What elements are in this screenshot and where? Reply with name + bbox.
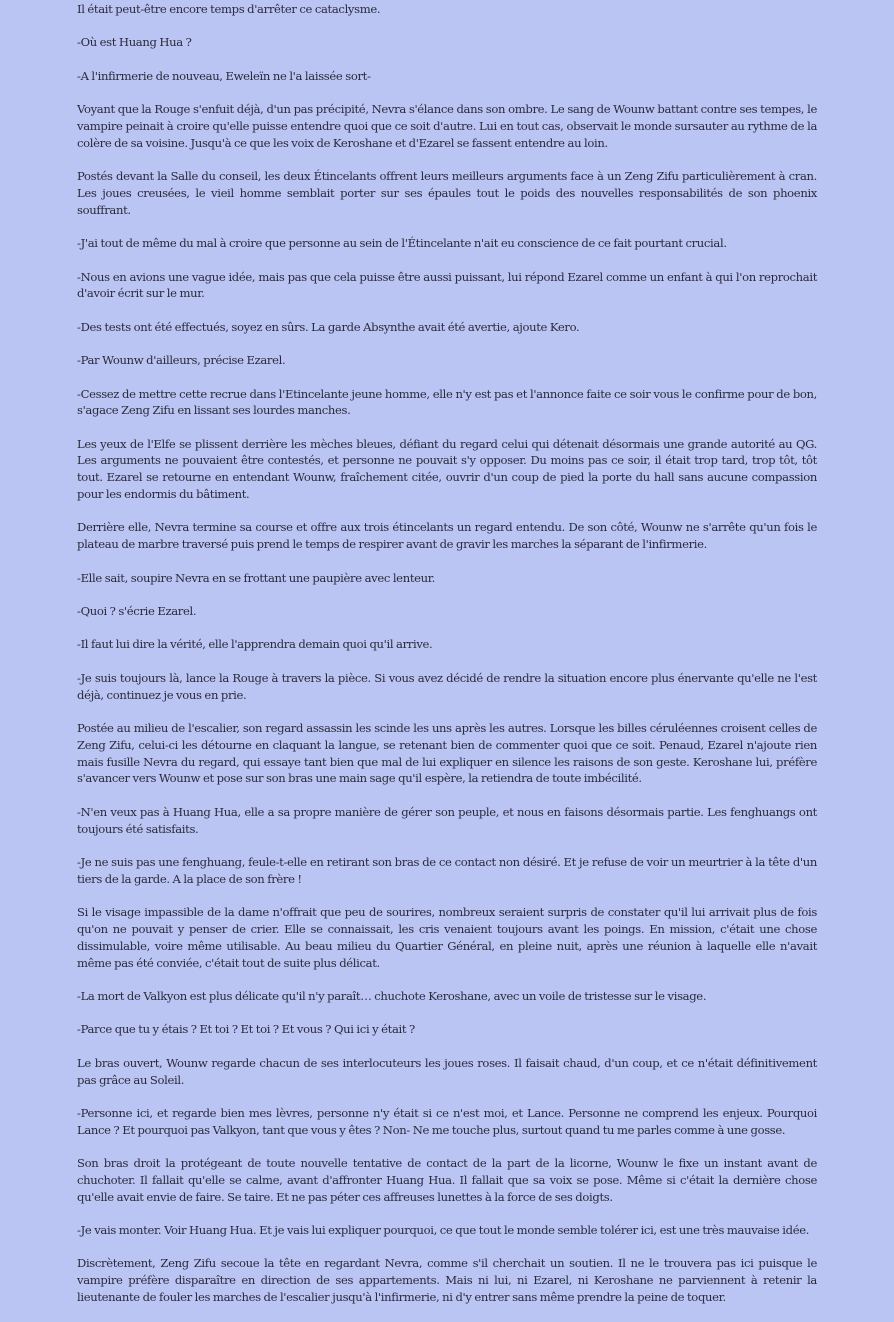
paragraph: -La mort de Valkyon est plus délicate qu'il n'y paraît… chuchote Keroshane, avec un voile de tristesse sur le visage. [77, 988, 707, 1003]
paragraph: -Par Wounw d'ailleurs, précise Ezarel. [77, 353, 286, 368]
paragraph: Postés devant la Salle du conseil, les deux Étincelants offrent leurs meilleurs arguments face à un Zeng Zifu particulièrement à cran. Les joues creusées, le vieil homme semblait porter sur ses épaules tout le poids des nouvelles responsabilités de son phoenix souffrant. [77, 169, 817, 217]
paragraph: Le bras ouvert, Wounw regarde chacun de ses interlocuteurs les joues roses. Il faisait chaud, d'un coup, et ce n'était définitivement pas grâce au Soleil. [77, 1055, 817, 1087]
paragraph: -Cessez de mettre cette recrue dans l'Etincelante jeune homme, elle n'y est pas et l'annonce faite ce soir vous le confirme pour de bon, s'agace Zeng Zifu en lissant ses lourdes manches. [77, 386, 817, 418]
paragraph: -Des tests ont été effectués, soyez en sûrs. La garde Absynthe avait été avertie, ajoute Kero. [77, 319, 580, 334]
paragraph: Les yeux de l'Elfe se plissent derrière les mèches bleues, défiant du regard celui qui détenait désormais une grande autorité au QG. Les arguments ne pouvaient être contestés, et personne ne pouvait s'y opposer. Du moins pas ce soir, il était trop tard, trop tôt, tôt tout. Ezarel se retourne en entendant Wounw, fraîchement citée, ouvrir d'un coup de pied la porte du hall sans aucune compassion pour les endormis du bâtiment. [77, 436, 817, 502]
paragraph: Discrètement, Zeng Zifu secoue la tête en regardant Nevra, comme s'il cherchait un soutien. Il ne le trouvera pas ici puisque le vampire préfère disparaître en direction de ses appartements. Mais ni lui, ni Ezarel, ni Keroshane ne parviennent à retenir la lieutenante de fouler les marches de l'escalier jusqu'à l'infirmerie, ni d'y entrer sans même prendre la peine de toquer. [77, 1256, 817, 1305]
paragraph: -J'ai tout de même du mal à croire que personne au sein de l'Étincelante n'ait eu conscience de ce fait pourtant crucial. [77, 236, 727, 251]
paragraph: -Où est Huang Hua ? [77, 35, 192, 50]
paragraph: -Il faut lui dire la vérité, elle l'apprendra demain quoi qu'il arrive. [77, 637, 433, 652]
paragraph: -Nous en avions une vague idée, mais pas que cela puisse être aussi puissant, lui répond Ezarel comme un enfant à qui l'on reprochait d'avoir écrit sur le mur. [77, 269, 817, 301]
paragraph: Postée au milieu de l'escalier, son regard assassin les scinde les uns après les autres. Lorsque les billes céruléennes croisent celles de Zeng Zifu, celui-ci les détourne en claquant la langue, se retenant bien de commenter quoi que ce soit. Penaud, Ezarel n'ajoute rien mais fusille Nevra du regard, qui essaye tant bien que mal de lui expliquer en silence les raisons de son geste. Keroshane lui, préfère s'avancer vers Wounw et pose sur son bras une main sage qu'il espère, la retiendra de toute imbécilité. [77, 721, 817, 786]
paragraph: -A l'infirmerie de nouveau, Eweleïn ne l'a laissée sort- [77, 68, 371, 83]
paragraph: -Je suis toujours là, lance la Rouge à travers la pièce. Si vous avez décidé de rendre la situation encore plus énervante qu'elle ne l'est déjà, continuez je vous en prie. [77, 670, 817, 702]
paragraph: -Parce que tu y étais ? Et toi ? Et toi ? Et vous ? Qui ici y était ? [77, 1022, 415, 1037]
paragraph: Son bras droit la protégeant de toute nouvelle tentative de contact de la part de la licorne, Wounw le fixe un instant avant de chuchoter. Il fallait qu'elle se calme, avant d'affronter Huang Hua. Il fallait que sa voix se pose. Même si c'était la dernière chose qu'elle avait envie de faire. Se taire. Et ne pas péter ces affreuses lunettes à la force de ses doigts. [77, 1156, 817, 1204]
paragraph: -Elle sait, soupire Nevra en se frottant une paupière avec lenteur. [77, 570, 436, 585]
paragraph: -Personne ici, et regarde bien mes lèvres, personne n'y était si ce n'est moi, et Lance. Personne ne comprend les enjeux. Pourquoi Lance ? Et pourquoi pas Valkyon, tant que vous y êtes ? Non- Ne me touche plus, surtout quand tu me parles comme à une gosse. [77, 1105, 817, 1137]
paragraph: Si le visage impassible de la dame n'offrait que peu de sourires, nombreux seraient surpris de constater qu'il lui arrivait plus de fois qu'on ne pouvait y penser de crier. Elle se connaissait, les cris venaient toujours avant les poings. En mission, c'était une chose dissimulable, voire même utilisable. Au beau milieu du Quartier Général, en pleine nuit, après une réunion à laquelle elle n'avait même pas été conviée, c'était tout de suite plus délicat. [77, 905, 817, 970]
paragraph: -Quoi ? s'écrie Ezarel. [77, 604, 197, 619]
paragraph: Voyant que la Rouge s'enfuit déjà, d'un pas précipité, Nevra s'élance dans son ombre. Le sang de Wounw battant contre ses tempes, le vampire peinait à croire qu'elle puisse entendre quoi que ce soit d'autre. Lui en tout cas, observait le monde sursauter au rythme de la colère de sa voisine. Jusqu'à ce que les voix de Keroshane et d'Ezarel se fassent entendre au loin. [77, 102, 817, 150]
paragraph: -N'en veux pas à Huang Hua, elle a sa propre manière de gérer son peuple, et nous en faisons désormais partie. Les fenghuangs ont toujours été satisfaits. [77, 804, 817, 836]
story-text [77, 0, 817, 1322]
paragraph: -Je ne suis pas une fenghuang, feule-t-elle en retirant son bras de ce contact non désiré. Et je refuse de voir un meurtrier à la tête d'un tiers de la garde. A la place de son frère ! [77, 854, 817, 886]
paragraph: Il était peut-être encore temps d'arrêter ce cataclysme. [77, 2, 381, 16]
paragraph: Derrière elle, Nevra termine sa course et offre aux trois étincelants un regard entendu. De son côté, Wounw ne s'arrête qu'un fois le plateau de marbre traversé puis prend le temps de respirer avant de gravir les marches la séparant de l'infirmerie. [77, 520, 817, 552]
paragraph: -Je vais monter. Voir Huang Hua. Et je vais lui expliquer pourquoi, ce que tout le monde semble tolérer ici, est une très mauvaise idée. [77, 1223, 810, 1238]
